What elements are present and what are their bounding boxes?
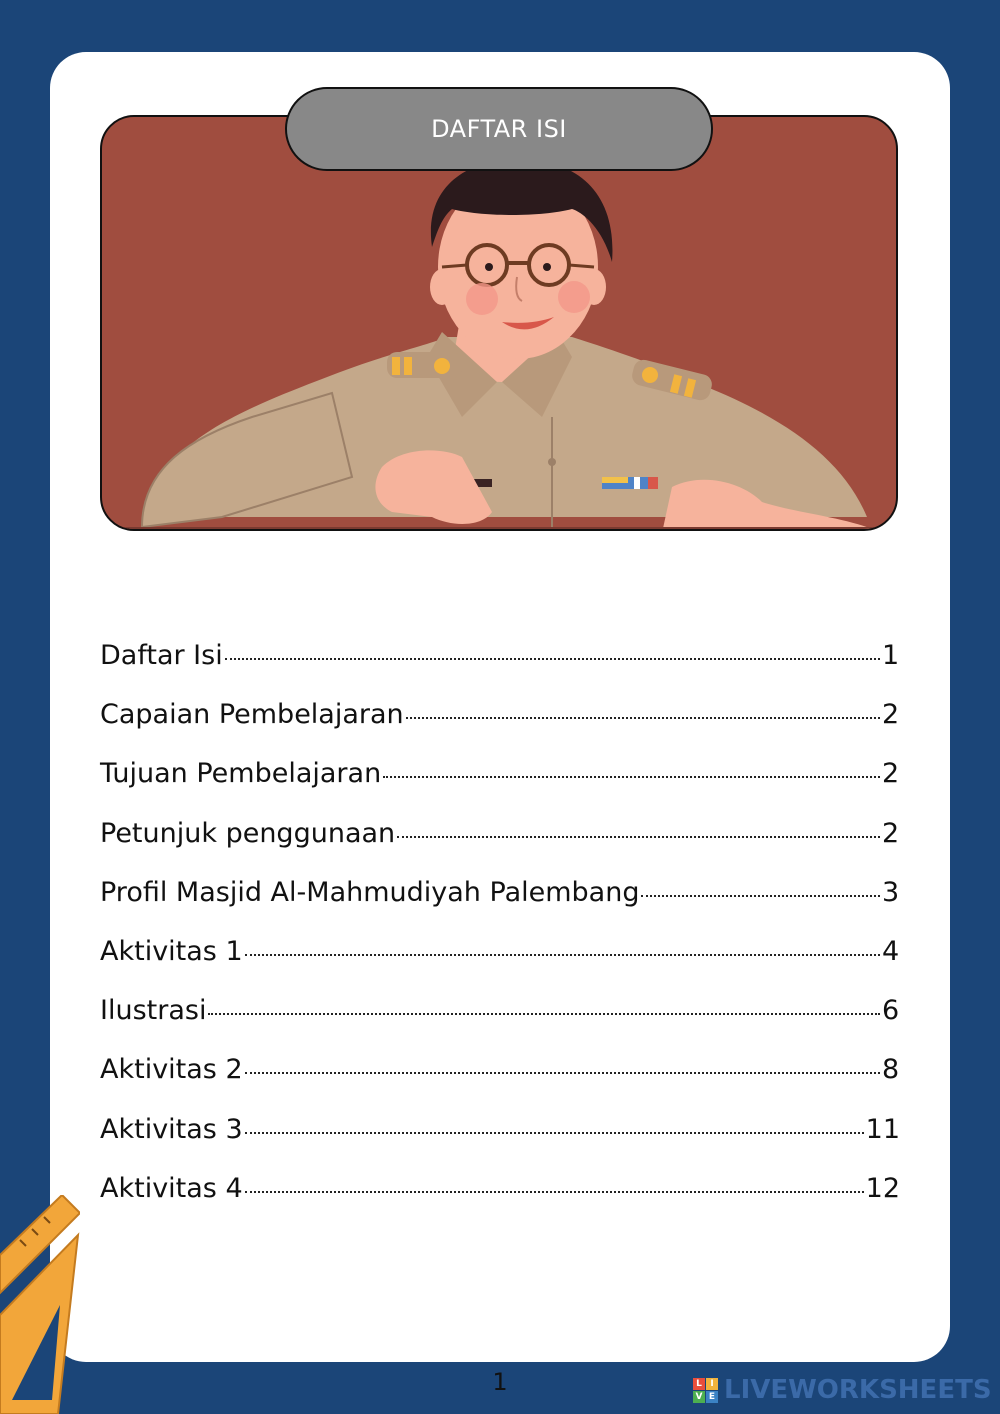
- hero-banner: [100, 115, 898, 531]
- toc-item[interactable]: [100, 640, 900, 699]
- toc-item-page: 6: [882, 995, 900, 1027]
- toc-item-page: 11: [865, 1113, 900, 1145]
- toc-item-page: 8: [882, 1054, 900, 1086]
- toc-item-label: Profil Masjid Al-Mahmudiyah Palembang: [100, 876, 640, 908]
- logo-letter: L: [693, 1378, 705, 1390]
- toc-leader-dots: [208, 1013, 880, 1015]
- toc-item[interactable]: [100, 1054, 900, 1113]
- toc-item[interactable]: [100, 995, 900, 1054]
- toc-item[interactable]: [100, 1173, 900, 1232]
- toc-leader-dots: [225, 658, 880, 660]
- liveworksheets-logo-icon: [693, 1378, 718, 1403]
- liveworksheets-watermark: [693, 1374, 992, 1406]
- page-number: 1: [492, 1368, 508, 1396]
- page-title: DAFTAR ISI: [285, 87, 713, 171]
- toc-item[interactable]: [100, 818, 900, 877]
- toc-leader-dots: [245, 1072, 880, 1074]
- toc-item-label: Ilustrasi: [100, 995, 207, 1027]
- toc-item-label: Aktivitas 4: [100, 1172, 243, 1204]
- toc-leader-dots: [383, 776, 880, 778]
- toc-item-page: 2: [882, 758, 900, 790]
- toc-leader-dots: [245, 1132, 864, 1134]
- toc-leader-dots: [245, 1191, 864, 1193]
- toc-item[interactable]: [100, 1114, 900, 1173]
- toc-leader-dots: [245, 954, 880, 956]
- table-of-contents: [100, 640, 900, 1232]
- toc-item-label: Petunjuk penggunaan: [100, 817, 396, 849]
- toc-item-label: Daftar Isi: [100, 640, 223, 671]
- toc-leader-dots: [406, 717, 880, 719]
- toc-item-page: 4: [882, 935, 900, 967]
- teacher-illustration: [102, 117, 898, 531]
- toc-item[interactable]: [100, 758, 900, 817]
- toc-item-page: 12: [865, 1172, 900, 1204]
- logo-letter: I: [706, 1378, 718, 1390]
- toc-item[interactable]: [100, 936, 900, 995]
- toc-item[interactable]: [100, 877, 900, 936]
- toc-leader-dots: [641, 895, 880, 897]
- toc-item-page: 1: [882, 640, 900, 671]
- toc-item[interactable]: [100, 699, 900, 758]
- toc-leader-dots: [397, 836, 880, 838]
- toc-item-label: Aktivitas 1: [100, 935, 243, 967]
- logo-letter: V: [693, 1391, 705, 1403]
- watermark-text: LIVEWORKSHEETS: [724, 1375, 992, 1405]
- toc-item-label: Tujuan Pembelajaran: [100, 758, 382, 790]
- toc-item-label: Capaian Pembelajaran: [100, 699, 404, 731]
- logo-letter: E: [706, 1391, 718, 1403]
- toc-item-label: Aktivitas 2: [100, 1054, 243, 1086]
- toc-item-page: 3: [882, 876, 900, 908]
- toc-item-page: 2: [882, 817, 900, 849]
- toc-item-label: Aktivitas 3: [100, 1113, 243, 1145]
- toc-item-page: 2: [882, 699, 900, 731]
